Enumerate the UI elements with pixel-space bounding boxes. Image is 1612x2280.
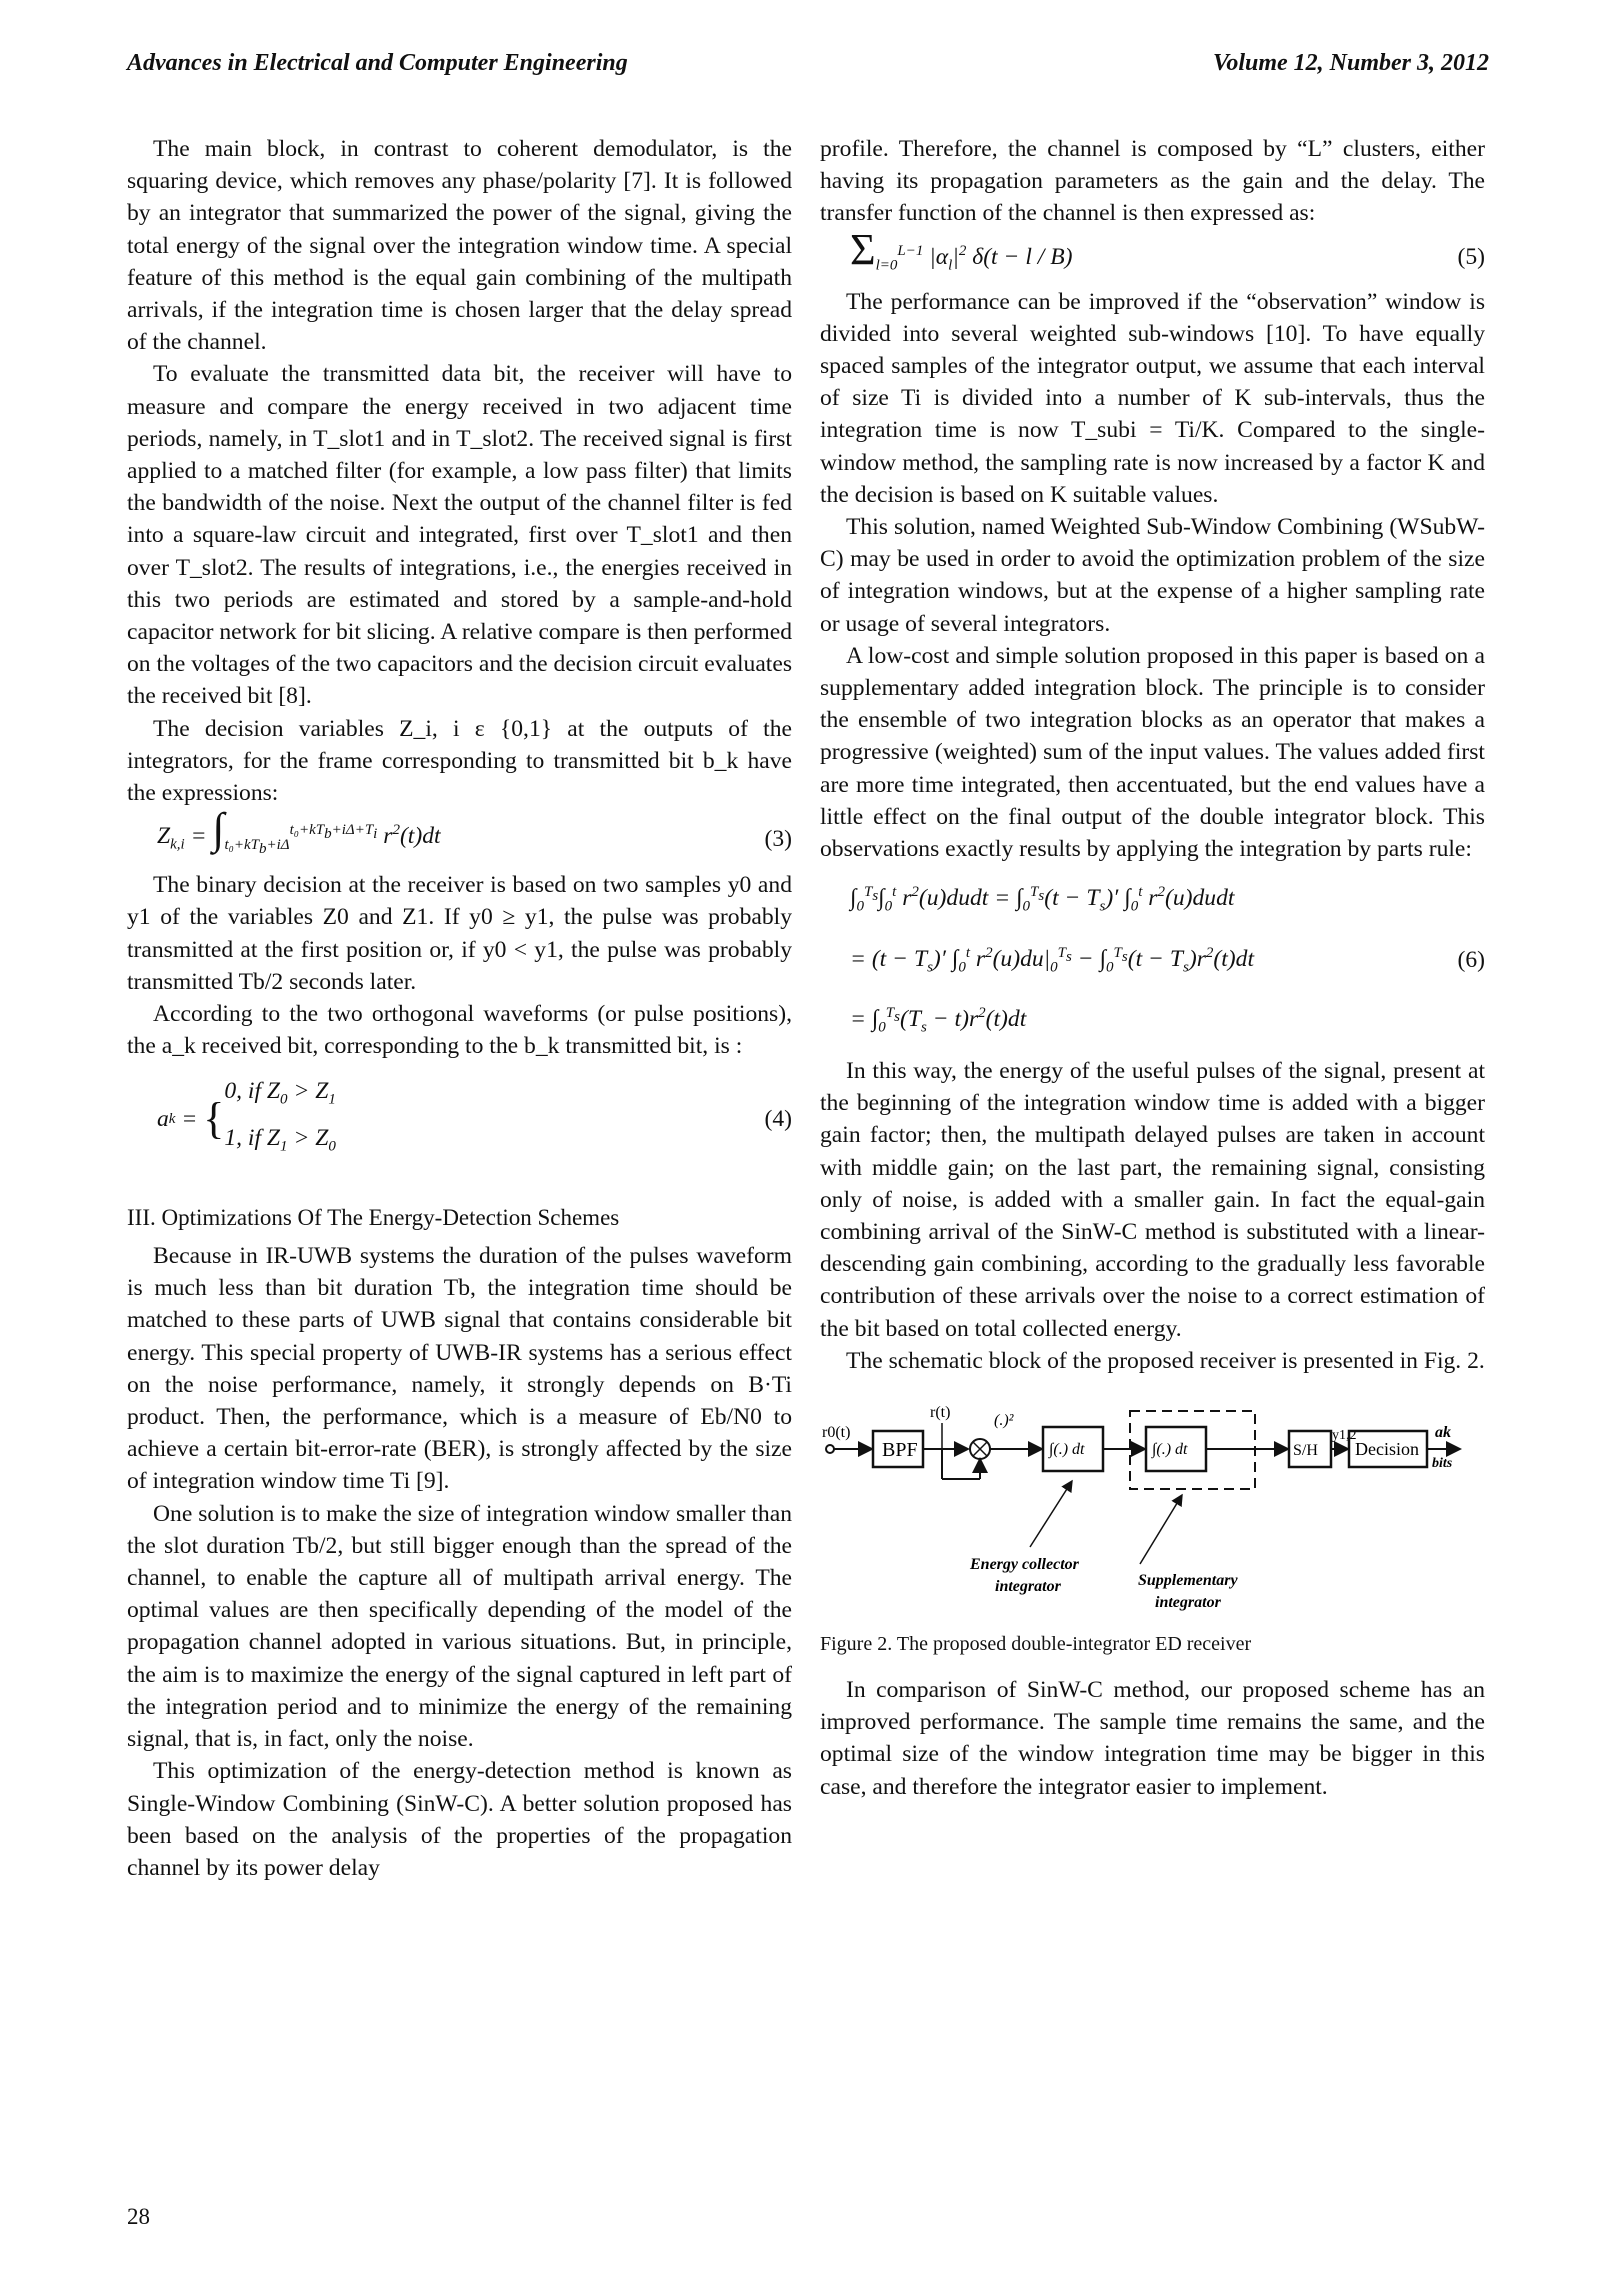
square-label: (.)² [994,1411,1014,1429]
left-column [127,133,792,1884]
paragraph: The decision variables Z_i, i ε {0,1} at the outputs of the integrators, for the frame corresponding to transmitted bit b_k have the expressions: [127,715,792,807]
paragraph: In comparison of SinW-C method, our proposed scheme has an improved performance. The sample time remains the same, and the optimal size of the window integration time may be bigger in this case, and therefore the integrator easier to implement. [820,1676,1485,1800]
equation-number: (3) [764,826,792,853]
supplementary-label-2: integrator [1155,1593,1221,1611]
paragraph: The performance can be improved if the “observation” window is divided into several weighted sub-windows [10]. To have equally spaced samples of the integrator output, we assume that each interval of size Ti is divided into a number of K sub-intervals, thus the integration time is now T_subi = Ti/K. Compared to the single-window method, the sampling rate is now increased by a factor K and the decision is based on K suitable values. [820,288,1485,508]
receiver-block-diagram [820,1399,1485,1619]
equation-6: $\int_0^{T_s}\int_0^t$ $r^2(u)dudt = \int_0^{T_s}(t - T_s)'$ $\int_0^t$ $r^2(u)dudt$ = $(t - T_s)'$ $\int_0^t$ $r^2(u)du|_0^{T_s} - \int_0^{T_s}(t - T_s)r^2(t)dt$ = $\int_0^{T_s}(T_s - t)r^2(t)dt$ (6) [850,884,1485,1036]
bits-label: bits [1432,1455,1453,1471]
integrator-2-label: ∫(.) dt [1152,1440,1188,1458]
paragraph: profile. Therefore, the channel is composed by “L” clusters, either having its propagation parameters as the gain and the delay. The transfer function of the channel is then expressed as: [820,136,1485,227]
energy-collector-label-2: integrator [995,1577,1061,1595]
paragraph: This optimization of the energy-detection method is known as Single-Window Combining (SinW-C). A better solution proposed has been based on the analysis of the properties of the propagation channel by its power delay [127,1758,792,1881]
paragraph: According to the two orthogonal waveforms (or pulse positions), the a_k received bit, corresponding to the b_k transmitted bit, is : [127,1001,792,1060]
sh-label: S/H [1293,1441,1318,1459]
paragraph: A low-cost and simple solution proposed in this paper is based on a supplementary added integration block. The principle is to consider the ensemble of two integration blocks as an operator that makes a progressive (weighted) sum of the input values. The values added first are more time integrated, then accentuated, but the end values have a little effect on the final output of the double integrator block. This observations exactly results by applying the integration by parts rule: [820,642,1485,862]
paragraph: To evaluate the transmitted data bit, the receiver will have to measure and compare the energy received in two adjacent time periods, namely, in T_slot1 and in T_slot2. The received signal is first applied to a matched filter (for example, a low pass filter) that limits the bandwidth of the noise. Next the output of the channel filter is fed into a square-law circuit and integrated, first over T_slot1 and then over T_slot2. The results of integrations, i.e., the energies received in this two periods are estimated and stored by a sample-and-hold capacitor network for bit slicing. A relative compare is then performed on the voltages of the two capacitors and the decision circuit evaluates the received bit [8]. [127,361,792,710]
paragraph: One solution is to make the size of integration window smaller than the slot duration Tb/2, but still bigger enough than the spread of the channel, to enable the capture all of multipath arrival energy. The optimal values are then specifically depending of the model of the propagation channel adopted in various situations. But, in principle, the aim is to maximize the energy of the signal captured in left part of the integration period and to minimize the energy of the remaining signal, that is, in fact, only the noise. [127,1500,792,1753]
figure-caption: Figure 2. The proposed double-integrator ED receiver [820,1633,1252,1656]
y12-label: y1,2 [1332,1427,1357,1443]
decision-label: Decision [1355,1438,1419,1459]
equation-4: a k = { 0, if $Z_0 > Z_1$ 1, if $Z_1 > Z_0$ (4) [157,1078,792,1155]
bpf-label: BPF [882,1438,918,1461]
energy-collector-label: Energy collector [970,1555,1079,1573]
integrator-1-label: ∫(.) dt [1049,1440,1085,1458]
pointer-arrow [1140,1495,1182,1564]
paragraph: This solution, named Weighted Sub-Window Combining (WSubW-C) may be used in order to avoid the optimization problem of the size of integration windows, but at the expense of a higher sampling rate or usage of several integrators. [820,513,1485,637]
right-column [820,133,1485,1803]
paragraph: The binary decision at the receiver is based on two samples y0 and y1 of the variables Z0 and Z1. If y0 ≥ y1, the pulse was probably transmitted at the first position or, if y0 < y1, the pulse was probably transmitted Tb/2 seconds later. [127,872,792,995]
section-heading: III. Optimizations Of The Energy-Detection Schemes [127,1204,620,1230]
paragraph: In this way, the energy of the useful pulses of the signal, present at the beginning of the integration window time is added with a bigger gain factor; then, the multipath delayed pulses are taken in account with middle gain; on the last part, the remaining signal, consisting only of noise, is added with a smaller gain. In fact the equal-gain combining arrival of the SinW-C method is substituted with a linear-descending gain combining, according to the gradually less favorable contribution of these arrivals over the noise to a correct estimation of the bit based on total collected energy. [820,1057,1485,1342]
block-diagram-figure [820,1399,1485,1654]
input-node [826,1445,834,1453]
rt-label: r(t) [930,1403,951,1421]
journal-title: Advances in Electrical and Computer Engineering [127,50,628,76]
equation-3: $Z_{k,i} = \int_{t_0+kT_b+i\Delta}^{t_0+kT_b+i\Delta+T_i}$ $r^2(t)dt$ (3) [157,804,792,857]
equation-number: (6) [1457,946,1485,973]
pointer-arrow [1030,1481,1072,1547]
paragraph: Because in IR-UWB systems the duration of the pulses waveform is much less than bit duration Tb, the integration time should be matched to these parts of UWB signal that contains considerable bit energy. This special property of UWB-IR systems has a serious effect on the noise performance, namely, it strongly depends on B·Ti product. Then, the performance, which is a measure of Eb/N0 to achieve a certain bit-error-rate (BER), is strongly affected by the size of integration window time Ti [9]. [127,1243,792,1495]
equation-5: $\Sigma_{l=0}^{L-1}$ $|\alpha_l|^2$ δ(t − l / B) (5) [850,224,1485,274]
ak-label: ak [1435,1423,1451,1441]
equation-number: (5) [1457,244,1485,271]
paragraph: The main block, in contrast to coherent demodulator, is the squaring device, which removes any phase/polarity [7]. It is followed by an integrator that summarized the power of the signal, giving the total energy of the signal over the integration window time. A special feature of this method is the equal gain combining of the multipath arrivals, if the integration time is chosen larger that the delay spread of the channel. [127,136,792,356]
supplementary-label: Supplementary [1138,1571,1238,1589]
page-number: 28 [127,2204,150,2229]
paragraph: The schematic block of the proposed receiver is presented in Fig. 2. [846,1347,1485,1374]
volume-info: Volume 12, Number 3, 2012 [1212,50,1489,76]
input-label: r0(t) [822,1423,851,1441]
equation-number: (4) [764,1106,792,1133]
